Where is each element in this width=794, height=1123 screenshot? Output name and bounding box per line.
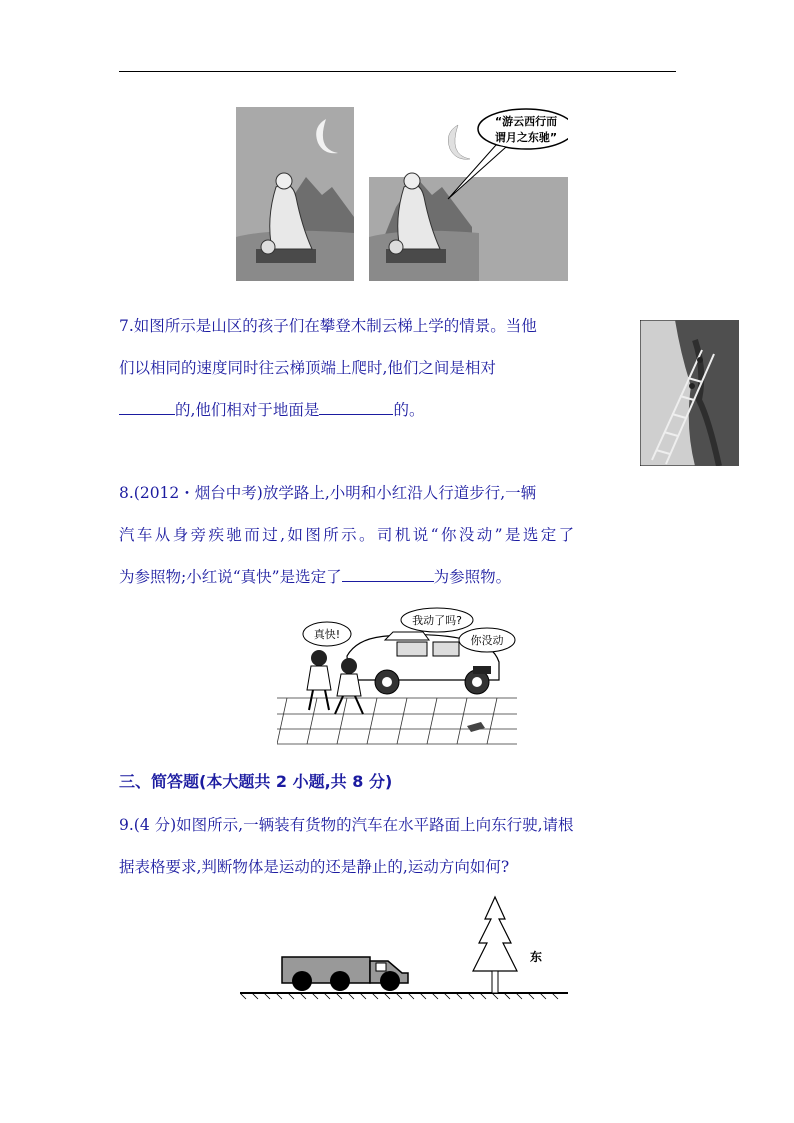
q9-line-1: 9.(4 分)如图所示,一辆装有货物的汽车在水平路面上向东行驶,请根 [119,816,574,834]
bubble-passenger-text: 你没动 [470,634,504,647]
speech-line-1: “游云西行而 [494,115,558,128]
bubble-driver-text: 我动了吗? [412,614,462,627]
q9-line-2: 据表格要求,判断物体是运动的还是静止的,运动方向如何? [119,858,510,876]
q7-blank-2[interactable] [319,400,393,415]
q7-blank-1[interactable] [119,400,175,415]
q8-line-3-post: 为参照物。 [433,568,512,586]
truck-tree-figure [240,895,570,1000]
direction-east-label: 东 [530,950,543,964]
q8-line-3-pre: 为参照物;小红说“真快”是选定了 [119,568,342,586]
poet-panel-left [236,107,354,281]
q7-line-3-mid: 的,他们相对于地面是 [175,401,320,419]
poet-panel-right [369,107,568,281]
bubble-girl-text: 真快! [313,628,341,641]
header-rule [119,71,676,72]
cliff-ladder-photo [640,320,739,466]
truck [282,957,408,991]
tree [473,897,517,993]
kids-car-figure [277,606,517,746]
ground [240,993,568,999]
q7-line-2: 们以相同的速度同时往云梯顶端上爬时,他们之间是相对 [119,359,496,377]
q8-blank-1[interactable] [342,567,434,582]
q7-line-3 [119,400,424,420]
poet-moon-figure [236,107,568,281]
q7-line-3-post: 的。 [393,401,425,419]
section-3-title: 三、简答题(本大题共 2 小题,共 8 分) [119,772,393,791]
q7-line-1: 7.如图所示是山区的孩子们在攀登木制云梯上学的情景。当他 [119,317,537,335]
sidewalk [277,698,517,744]
q8-line-3 [119,567,511,587]
q8-line-1: 8.(2012・烟台中考)放学路上,小明和小红沿人行道步行,一辆 [119,484,537,502]
q8-line-2: 汽车从身旁疾驰而过,如图所示。司机说“你没动”是选定了 [119,526,577,544]
speech-line-2: 谓月之东驰” [494,131,558,144]
